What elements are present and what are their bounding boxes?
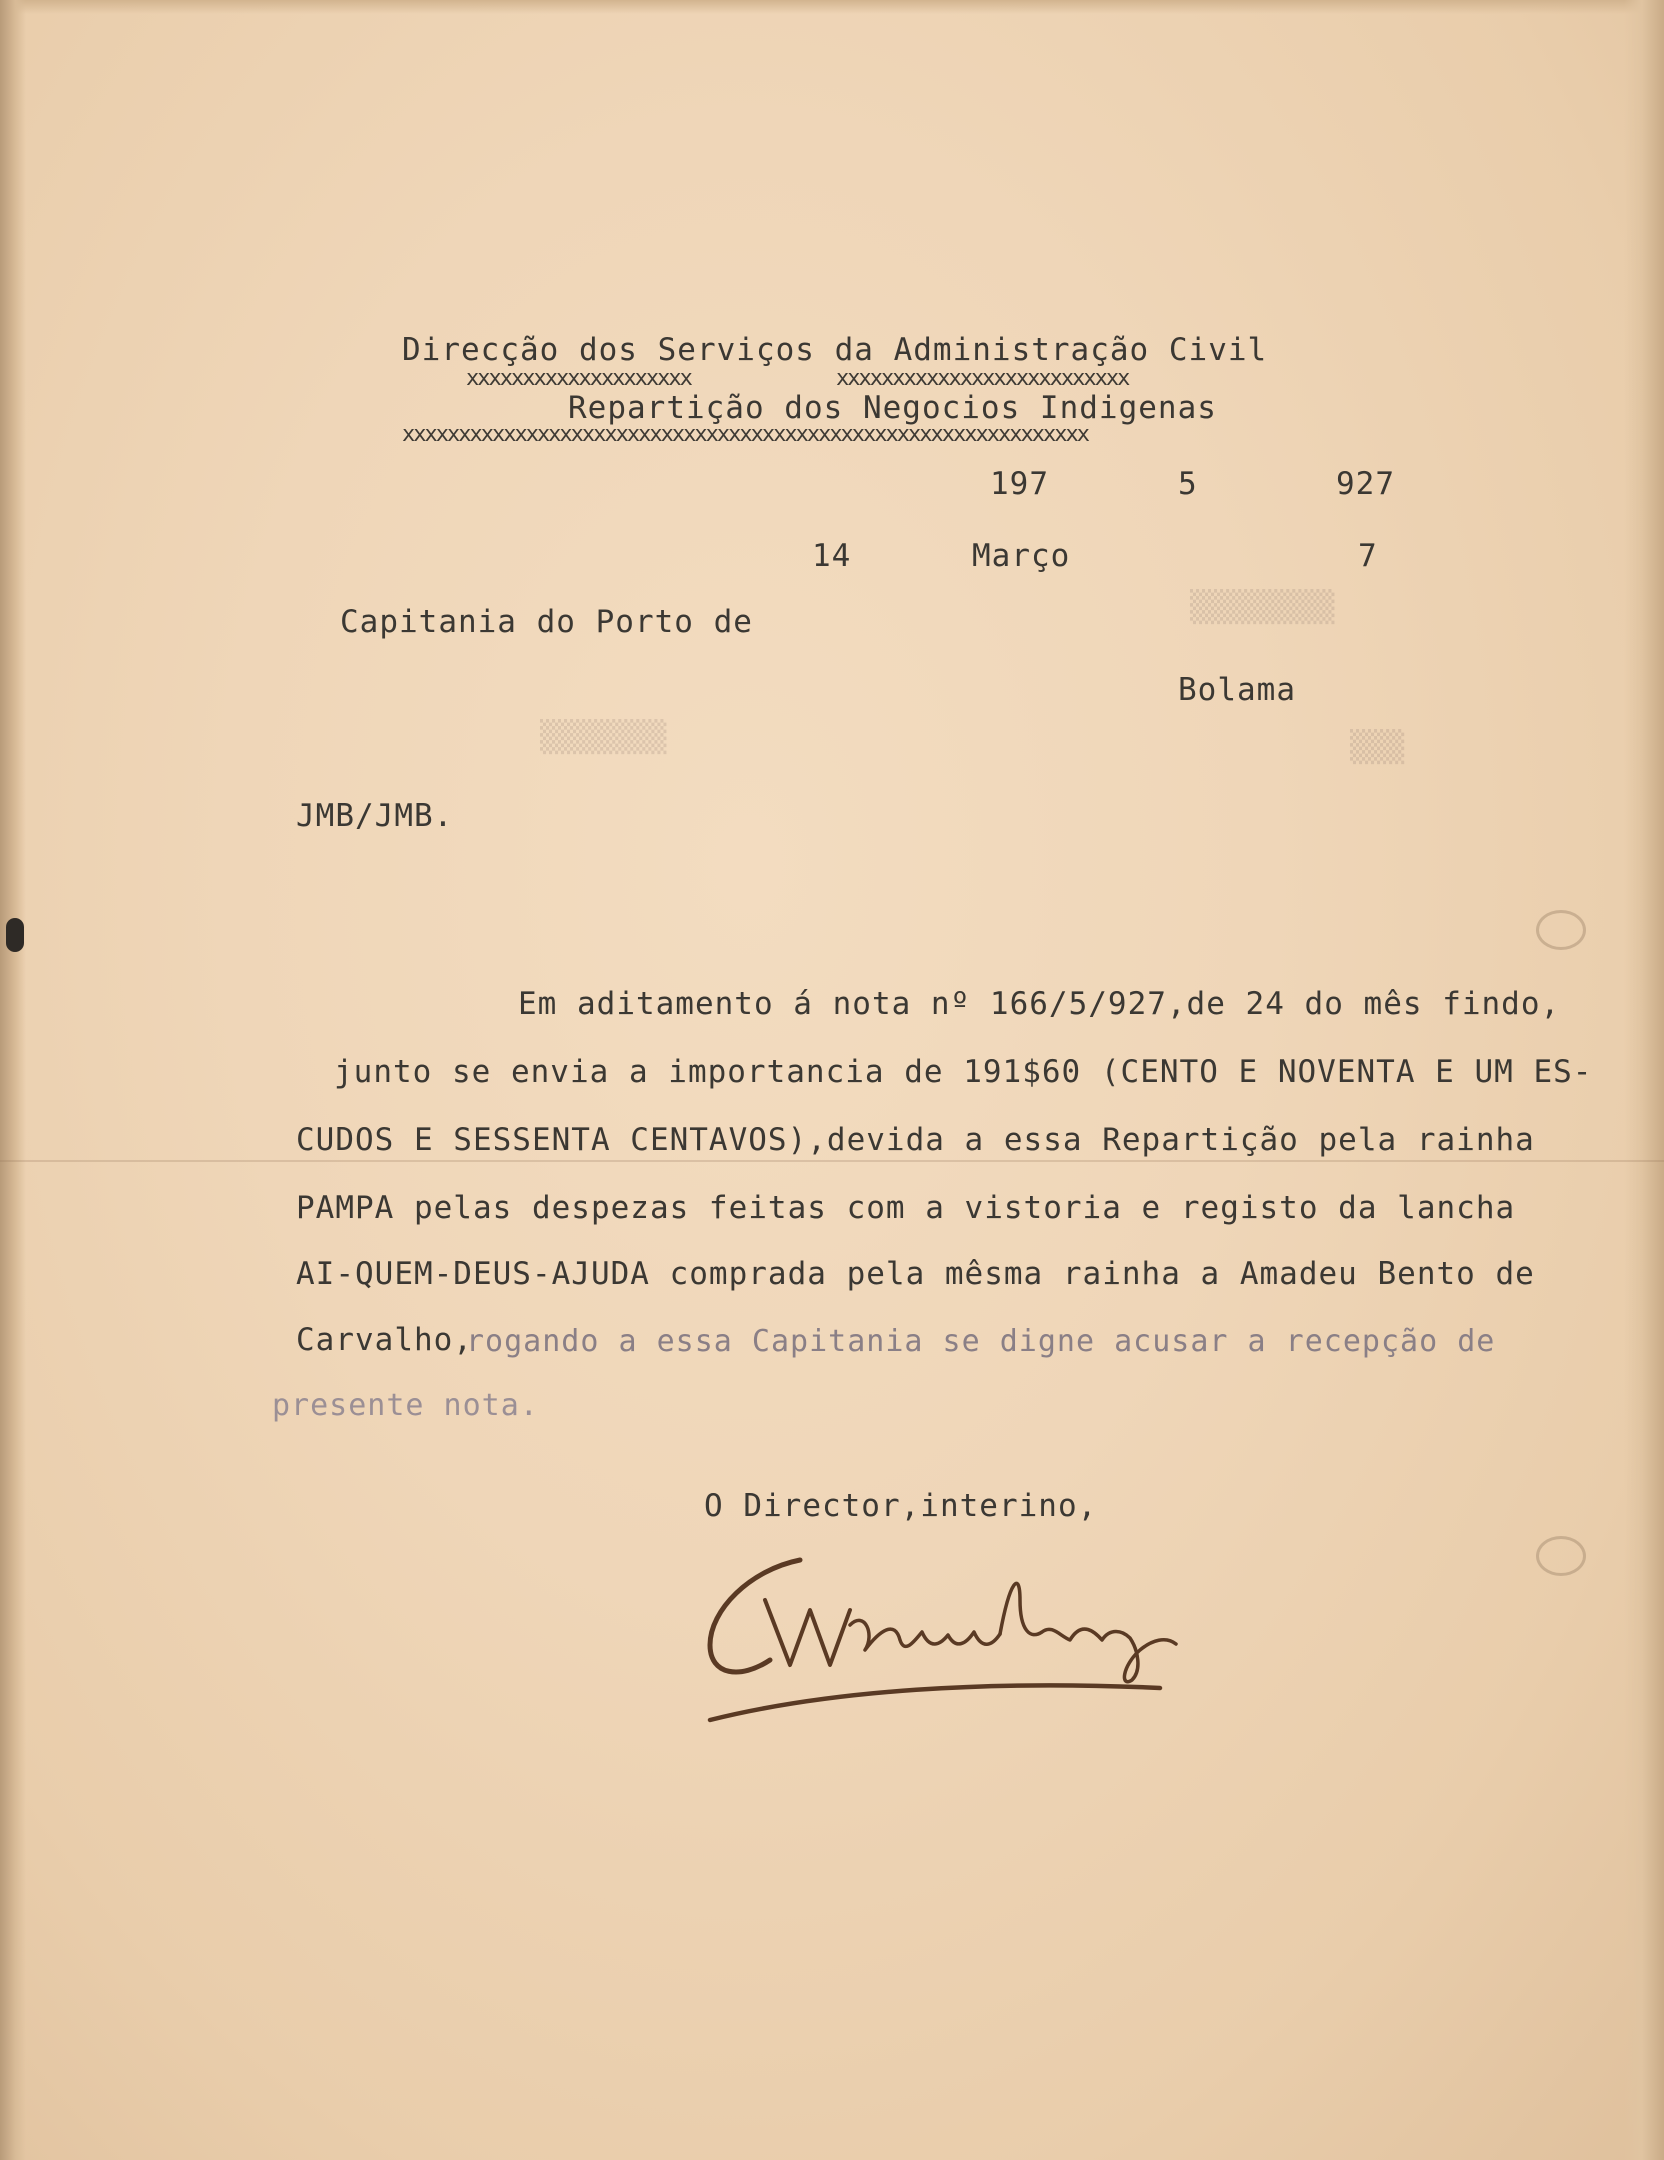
paper-right-edge [1624, 0, 1664, 2160]
body-line: CUDOS E SESSENTA CENTAVOS),devida a essa Repartição pela rainha [296, 1122, 1535, 1158]
body-line-faint: presente nota. [272, 1388, 539, 1423]
letterhead-line-2: Repartição dos Negocios Indigenas [568, 390, 1217, 426]
body-line: junto se envia a importancia de 191$60 (CENTO E NOVENTA E UM ES- [334, 1054, 1593, 1090]
body-line: Em aditamento á nota nº 166/5/927,de 24 do mês findo, [518, 986, 1561, 1022]
addressee-name: Capitania do Porto de [340, 604, 753, 640]
body-line-start: Carvalho, [296, 1322, 473, 1358]
reference-number: 197 [990, 466, 1049, 502]
letterhead-underline-1b: xxxxxxxxxxxxxxxxxxxxxxxxxx [836, 366, 1129, 391]
letterhead-underline-1a: xxxxxxxxxxxxxxxxxxxx [466, 366, 691, 391]
binding-hole [6, 918, 24, 952]
letterhead-underline-2: xxxxxxxxxxxxxxxxxxxxxxxxxxxxxxxxxxxxxxxxxxxxxxxxxxxxxxxxxxxxx [402, 422, 1088, 447]
paper-left-edge [0, 0, 26, 2160]
body-line-faint: rogando a essa Capitania se digne acusar a recepção de [466, 1324, 1496, 1359]
show-through-text: ▒▒▒▒▒▒▒▒ [1190, 590, 1335, 625]
handwritten-signature [690, 1540, 1250, 1740]
date-month: Março [972, 538, 1071, 574]
closing-title: O Director,interino, [704, 1488, 1098, 1524]
date-year: 7 [1358, 538, 1378, 574]
show-through-text: ▒▒▒▒▒▒▒ [540, 720, 667, 755]
body-line: PAMPA pelas despezas feitas com a vistoria e registo da lancha [296, 1190, 1516, 1226]
reference-section: 5 [1178, 466, 1198, 502]
show-through-text: ▒▒▒ [1350, 730, 1405, 765]
letterhead-line-1: Direcção dos Serviços da Administração Civil [402, 332, 1268, 368]
paper-fold [0, 1160, 1664, 1162]
paper-top-edge [0, 0, 1664, 14]
typist-initials: JMB/JMB. [296, 798, 454, 834]
punch-hole-mark [1536, 910, 1586, 950]
body-line: AI-QUEM-DEUS-AJUDA comprada pela mêsma rainha a Amadeu Bento de [296, 1256, 1535, 1292]
reference-year: 927 [1336, 466, 1395, 502]
punch-hole-mark [1536, 1536, 1586, 1576]
date-day: 14 [812, 538, 852, 574]
addressee-city: Bolama [1178, 672, 1296, 708]
